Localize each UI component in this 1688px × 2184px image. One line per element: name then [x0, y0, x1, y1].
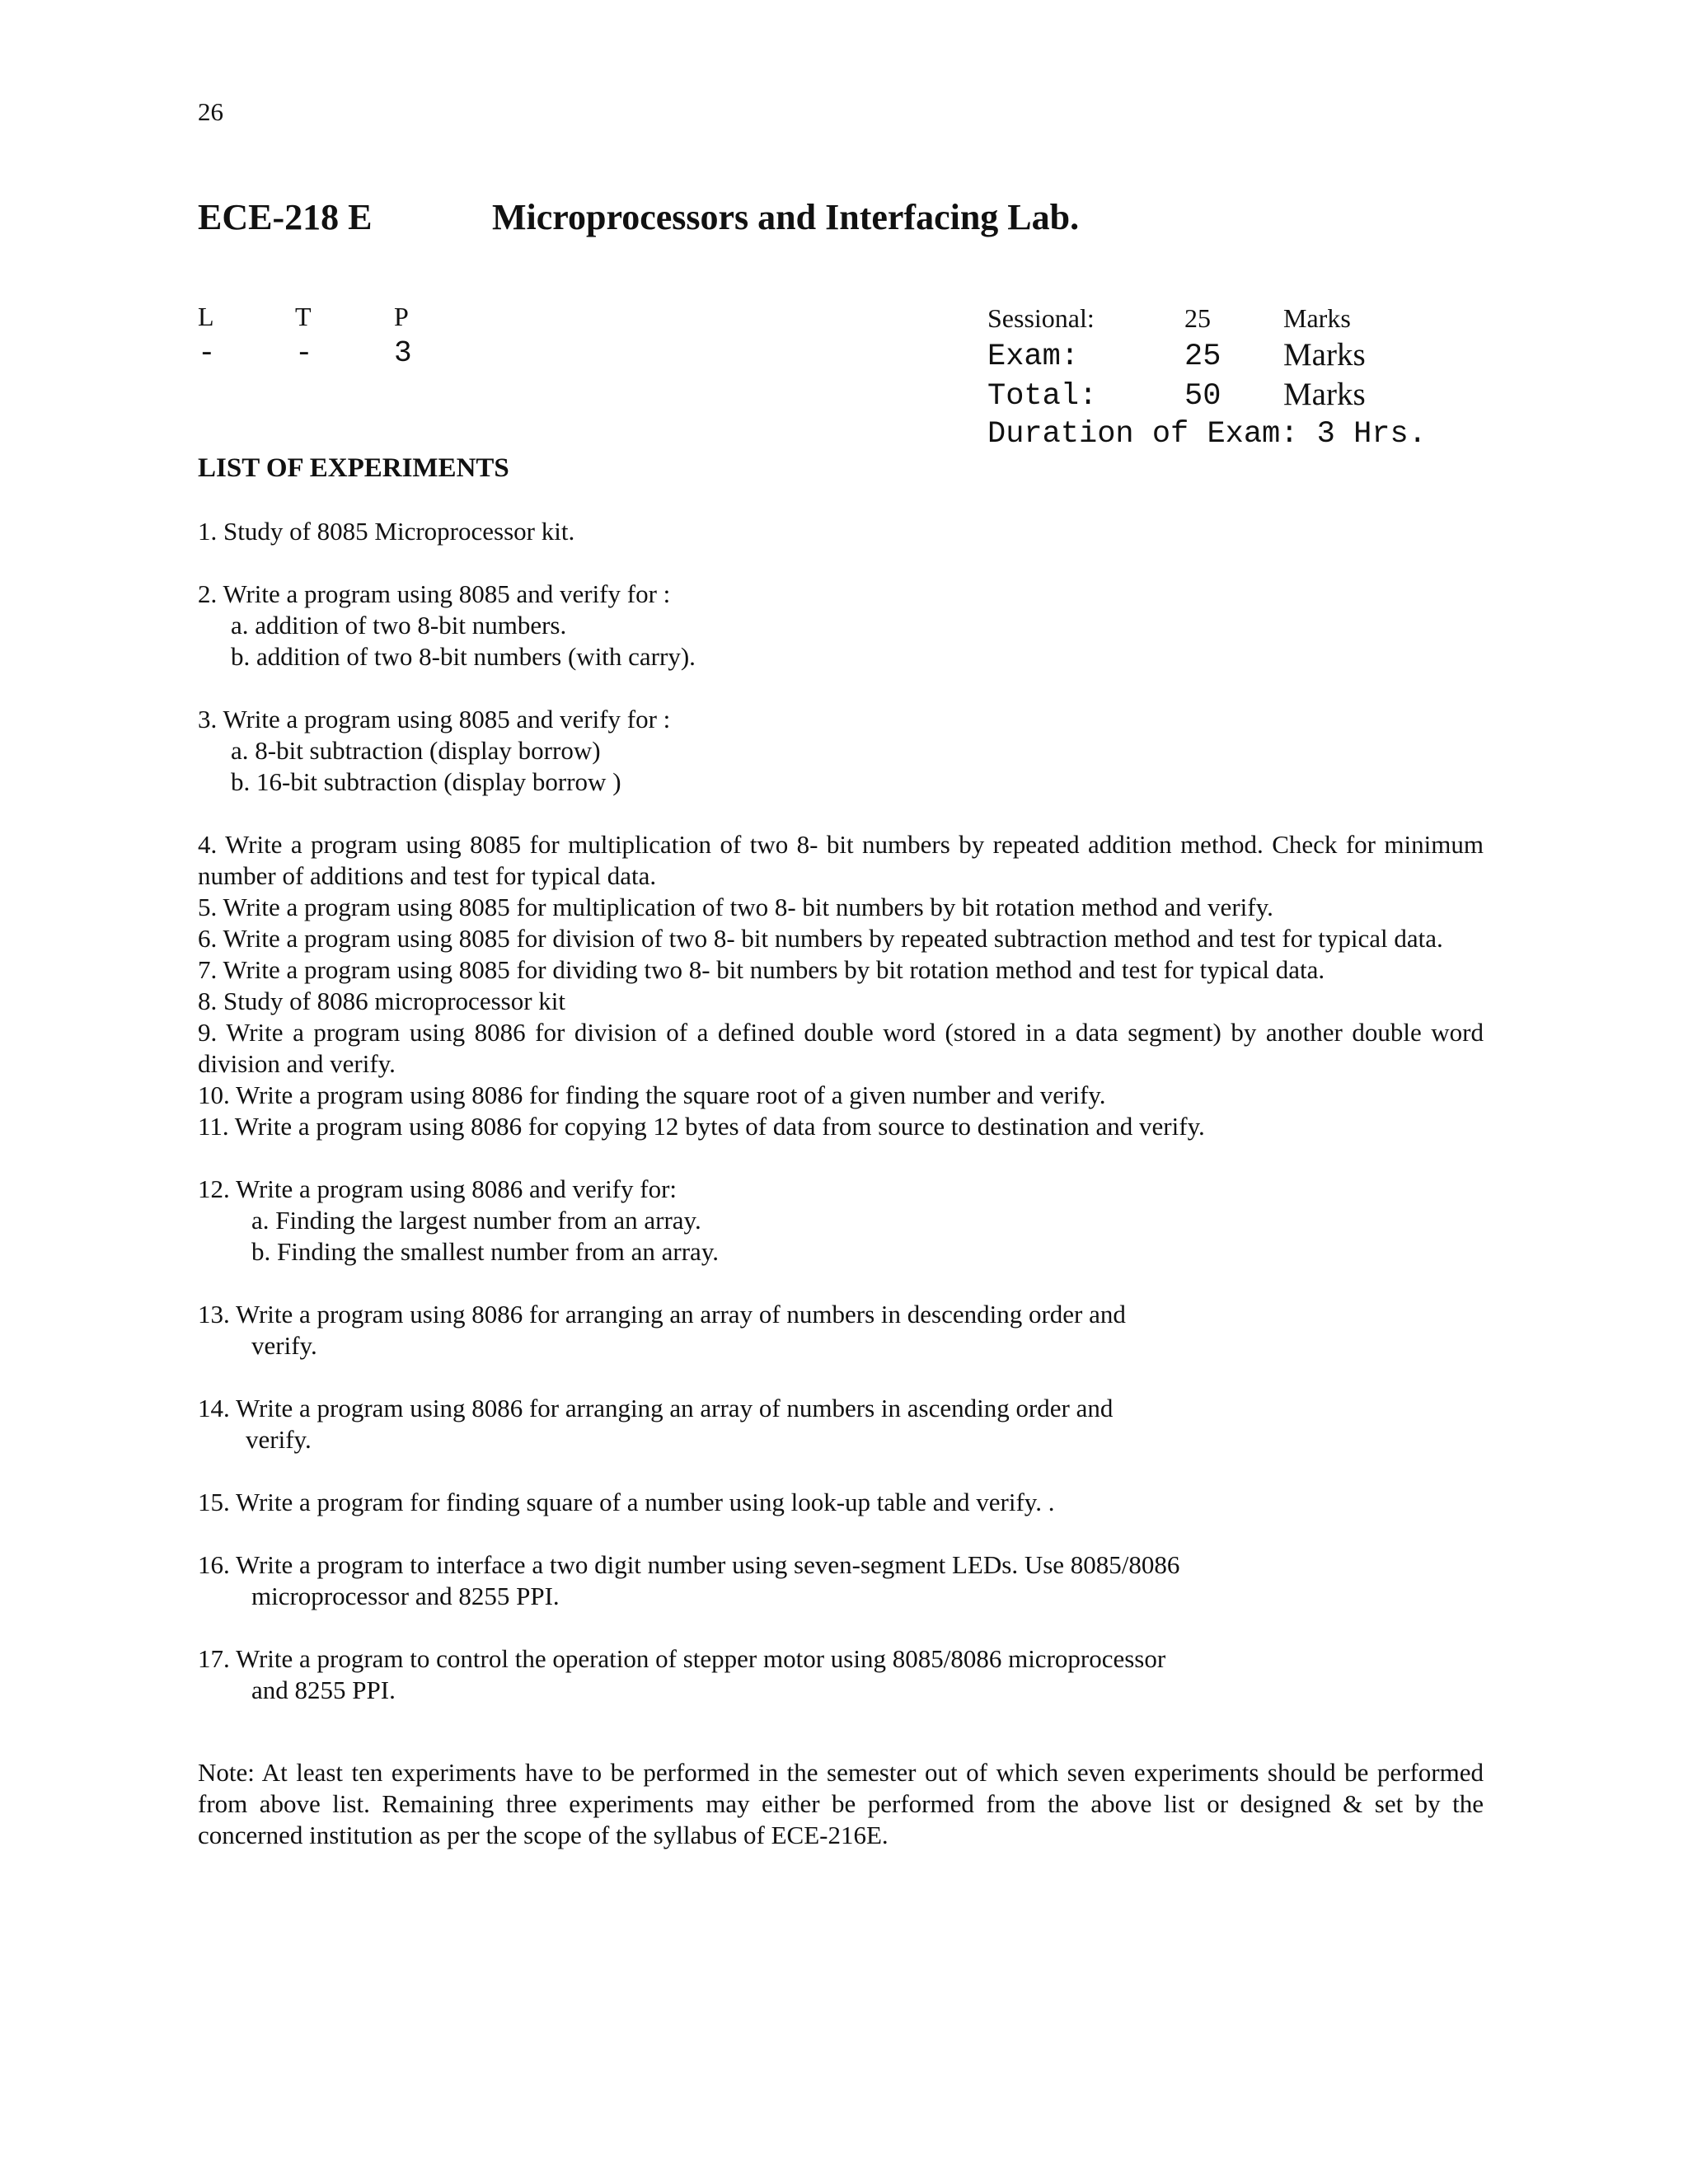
- total-label: Total:: [987, 379, 1098, 414]
- sessional-label: Sessional:: [987, 303, 1095, 333]
- experiment-13-continued: verify.: [251, 1331, 317, 1360]
- section-title: LIST OF EXPERIMENTS: [198, 453, 509, 483]
- experiment-12a: a. Finding the largest number from an array.: [251, 1206, 701, 1235]
- experiment-3: 3. Write a program using 8085 and verify for :: [198, 705, 671, 733]
- experiment-16: 16. Write a program to interface a two digit number using seven-segment LEDs. Use 8085/8086: [198, 1550, 1180, 1579]
- experiment-17-continued: and 8255 PPI.: [251, 1675, 396, 1704]
- experiment-13: 13. Write a program using 8086 for arranging an array of numbers in descending order and: [198, 1300, 1126, 1329]
- ltp-t-value: -: [295, 336, 313, 370]
- note-paragraph: Note: At least ten experiments have to be performed in the semester out of which seven experiments should be performed from above list. Remaining three experiments may either be performed from the above list or designed & set by the concerned institution as per the scope of the syllabus of ECE-216E.: [198, 1758, 1484, 1849]
- ltp-t-heading: T: [295, 302, 312, 331]
- experiment-10: 10. Write a program using 8086 for finding the square root of a given number and verify.: [198, 1080, 1106, 1109]
- experiment-11: 11. Write a program using 8086 for copying 12 bytes of data from source to destination and verify.: [198, 1112, 1205, 1141]
- experiment-12b: b. Finding the smallest number from an array.: [251, 1237, 720, 1266]
- experiment-3a: a. 8-bit subtraction (display borrow): [231, 736, 601, 765]
- course-title: Microprocessors and Interfacing Lab.: [492, 197, 1080, 237]
- total-value: 50: [1184, 379, 1221, 414]
- page-number: 26: [198, 97, 223, 126]
- total-unit: Marks: [1283, 377, 1366, 412]
- experiment-6: 6. Write a program using 8085 for division of two 8- bit numbers by repeated subtraction method and test for typical data.: [198, 924, 1443, 953]
- experiment-2b: b. addition of two 8-bit numbers (with carry).: [231, 642, 696, 671]
- experiment-3b: b. 16-bit subtraction (display borrow ): [231, 767, 621, 796]
- experiment-16-continued: microprocessor and 8255 PPI.: [251, 1582, 560, 1610]
- exam-duration: Duration of Exam: 3 Hrs.: [987, 417, 1427, 452]
- experiment-2a: a. addition of two 8-bit numbers.: [231, 611, 567, 640]
- experiment-17: 17. Write a program to control the operation of stepper motor using 8085/8086 microprocessor: [198, 1644, 1166, 1673]
- sessional-value: 25: [1184, 303, 1211, 333]
- experiment-2: 2. Write a program using 8085 and verify for :: [198, 579, 671, 608]
- exam-unit: Marks: [1283, 337, 1366, 373]
- ltp-l-heading: L: [198, 302, 214, 331]
- ltp-p-value: 3: [394, 336, 412, 370]
- experiment-5: 5. Write a program using 8085 for multiplication of two 8- bit numbers by bit rotation method and verify.: [198, 893, 1273, 921]
- experiment-1: 1. Study of 8085 Microprocessor kit.: [198, 517, 575, 546]
- ltp-p-heading: P: [394, 302, 409, 331]
- experiment-4: 4. Write a program using 8085 for multiplication of two 8- bit numbers by repeated addition method. Check for minimum number of additions and test for typical data.: [198, 830, 1484, 890]
- experiment-8: 8. Study of 8086 microprocessor kit: [198, 987, 566, 1015]
- experiment-14: 14. Write a program using 8086 for arranging an array of numbers in ascending order and: [198, 1394, 1114, 1422]
- sessional-unit: Marks: [1283, 303, 1351, 333]
- experiment-7: 7. Write a program using 8085 for dividing two 8- bit numbers by bit rotation method and test for typical data.: [198, 955, 1325, 984]
- exam-label: Exam:: [987, 340, 1080, 374]
- experiment-9: 9. Write a program using 8086 for division of a defined double word (stored in a data segment) by another double word division and verify.: [198, 1018, 1484, 1078]
- course-code: ECE-218 E: [198, 197, 373, 237]
- experiment-15: 15. Write a program for finding square of a number using look-up table and verify. .: [198, 1488, 1055, 1516]
- exam-value: 25: [1184, 340, 1221, 374]
- experiment-list: [198, 516, 1484, 1851]
- experiment-12: 12. Write a program using 8086 and verify for:: [198, 1174, 678, 1203]
- ltp-l-value: -: [198, 336, 216, 370]
- experiment-14-continued: verify.: [246, 1425, 312, 1454]
